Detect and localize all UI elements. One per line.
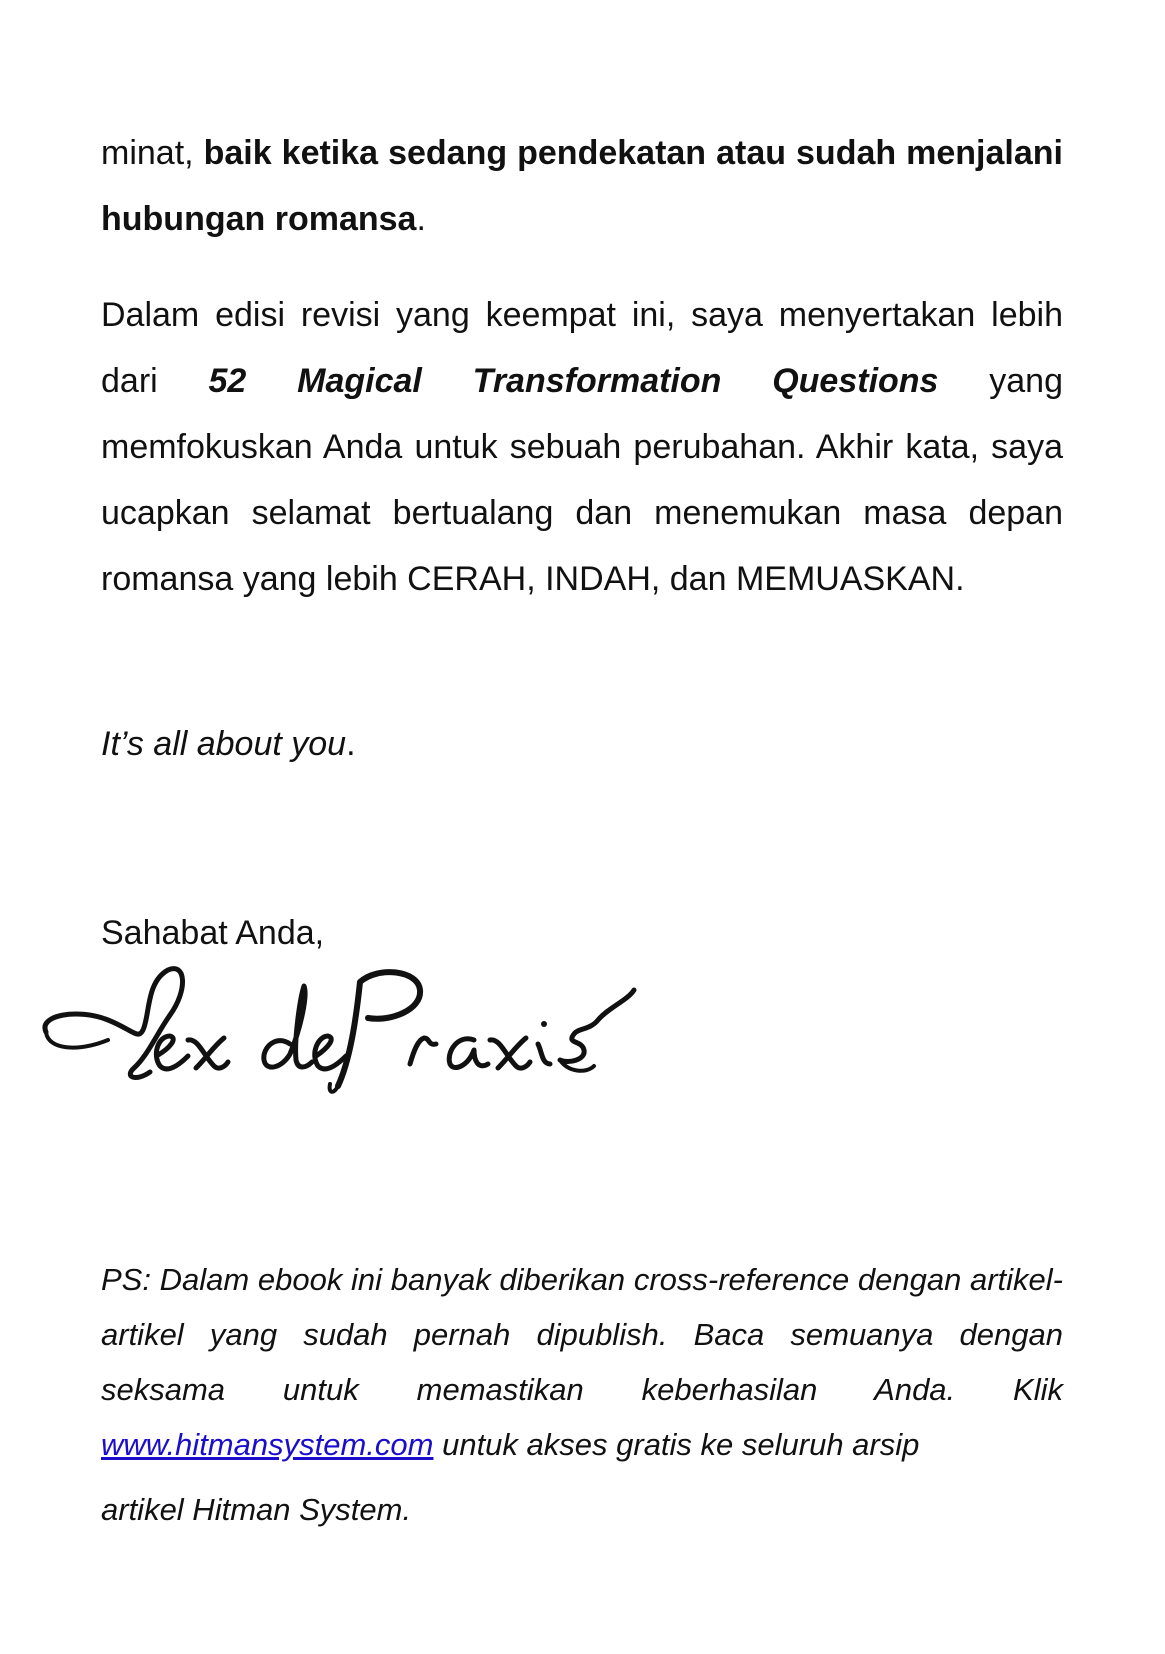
postscript-after-link: untuk akses gratis ke seluruh arsip: [433, 1427, 920, 1462]
intro-paragraph: [101, 120, 1063, 252]
revision-lead: Dalam edisi revisi yang keempat ini, saya menyertakan lebih dari: [101, 296, 1063, 400]
magical-questions-title: 52 Magical Transformation Questions: [208, 362, 939, 400]
revision-tail: yang memfokuskan Anda untuk sebuah perubahan. Akhir kata, saya ucapkan selamat bertualang dan menemukan masa depan romansa yang lebih CERAH, INDAH, dan MEMUASKAN.: [101, 362, 1064, 598]
tagline-text: It’s all about you: [101, 725, 347, 763]
signature-graphic: [38, 960, 638, 1100]
postscript-lead: PS: Dalam ebook ini banyak diberikan cross-reference dengan artikel-artikel yang sudah pernah dipublish. Baca semuanya dengan seksama untuk memastikan keberhasilan Anda. Klik: [101, 1262, 1063, 1407]
postscript-last-line: artikel Hitman System.: [101, 1492, 412, 1527]
tagline-paragraph: [101, 711, 1063, 777]
handwritten-signature: [38, 960, 638, 1100]
postscript-paragraph: [101, 1252, 1063, 1537]
intro-bold-text: baik ketika sedang pendekatan atau sudah menjalani hubungan romansa: [101, 134, 1063, 238]
closing-salutation: Sahabat Anda,: [101, 914, 325, 952]
intro-tail: .: [416, 200, 426, 238]
tagline-tail: .: [346, 725, 356, 763]
intro-lead: minat,: [101, 134, 204, 172]
hitman-system-link[interactable]: www.hitmansystem.com: [101, 1427, 434, 1462]
revision-paragraph: [101, 282, 1063, 612]
